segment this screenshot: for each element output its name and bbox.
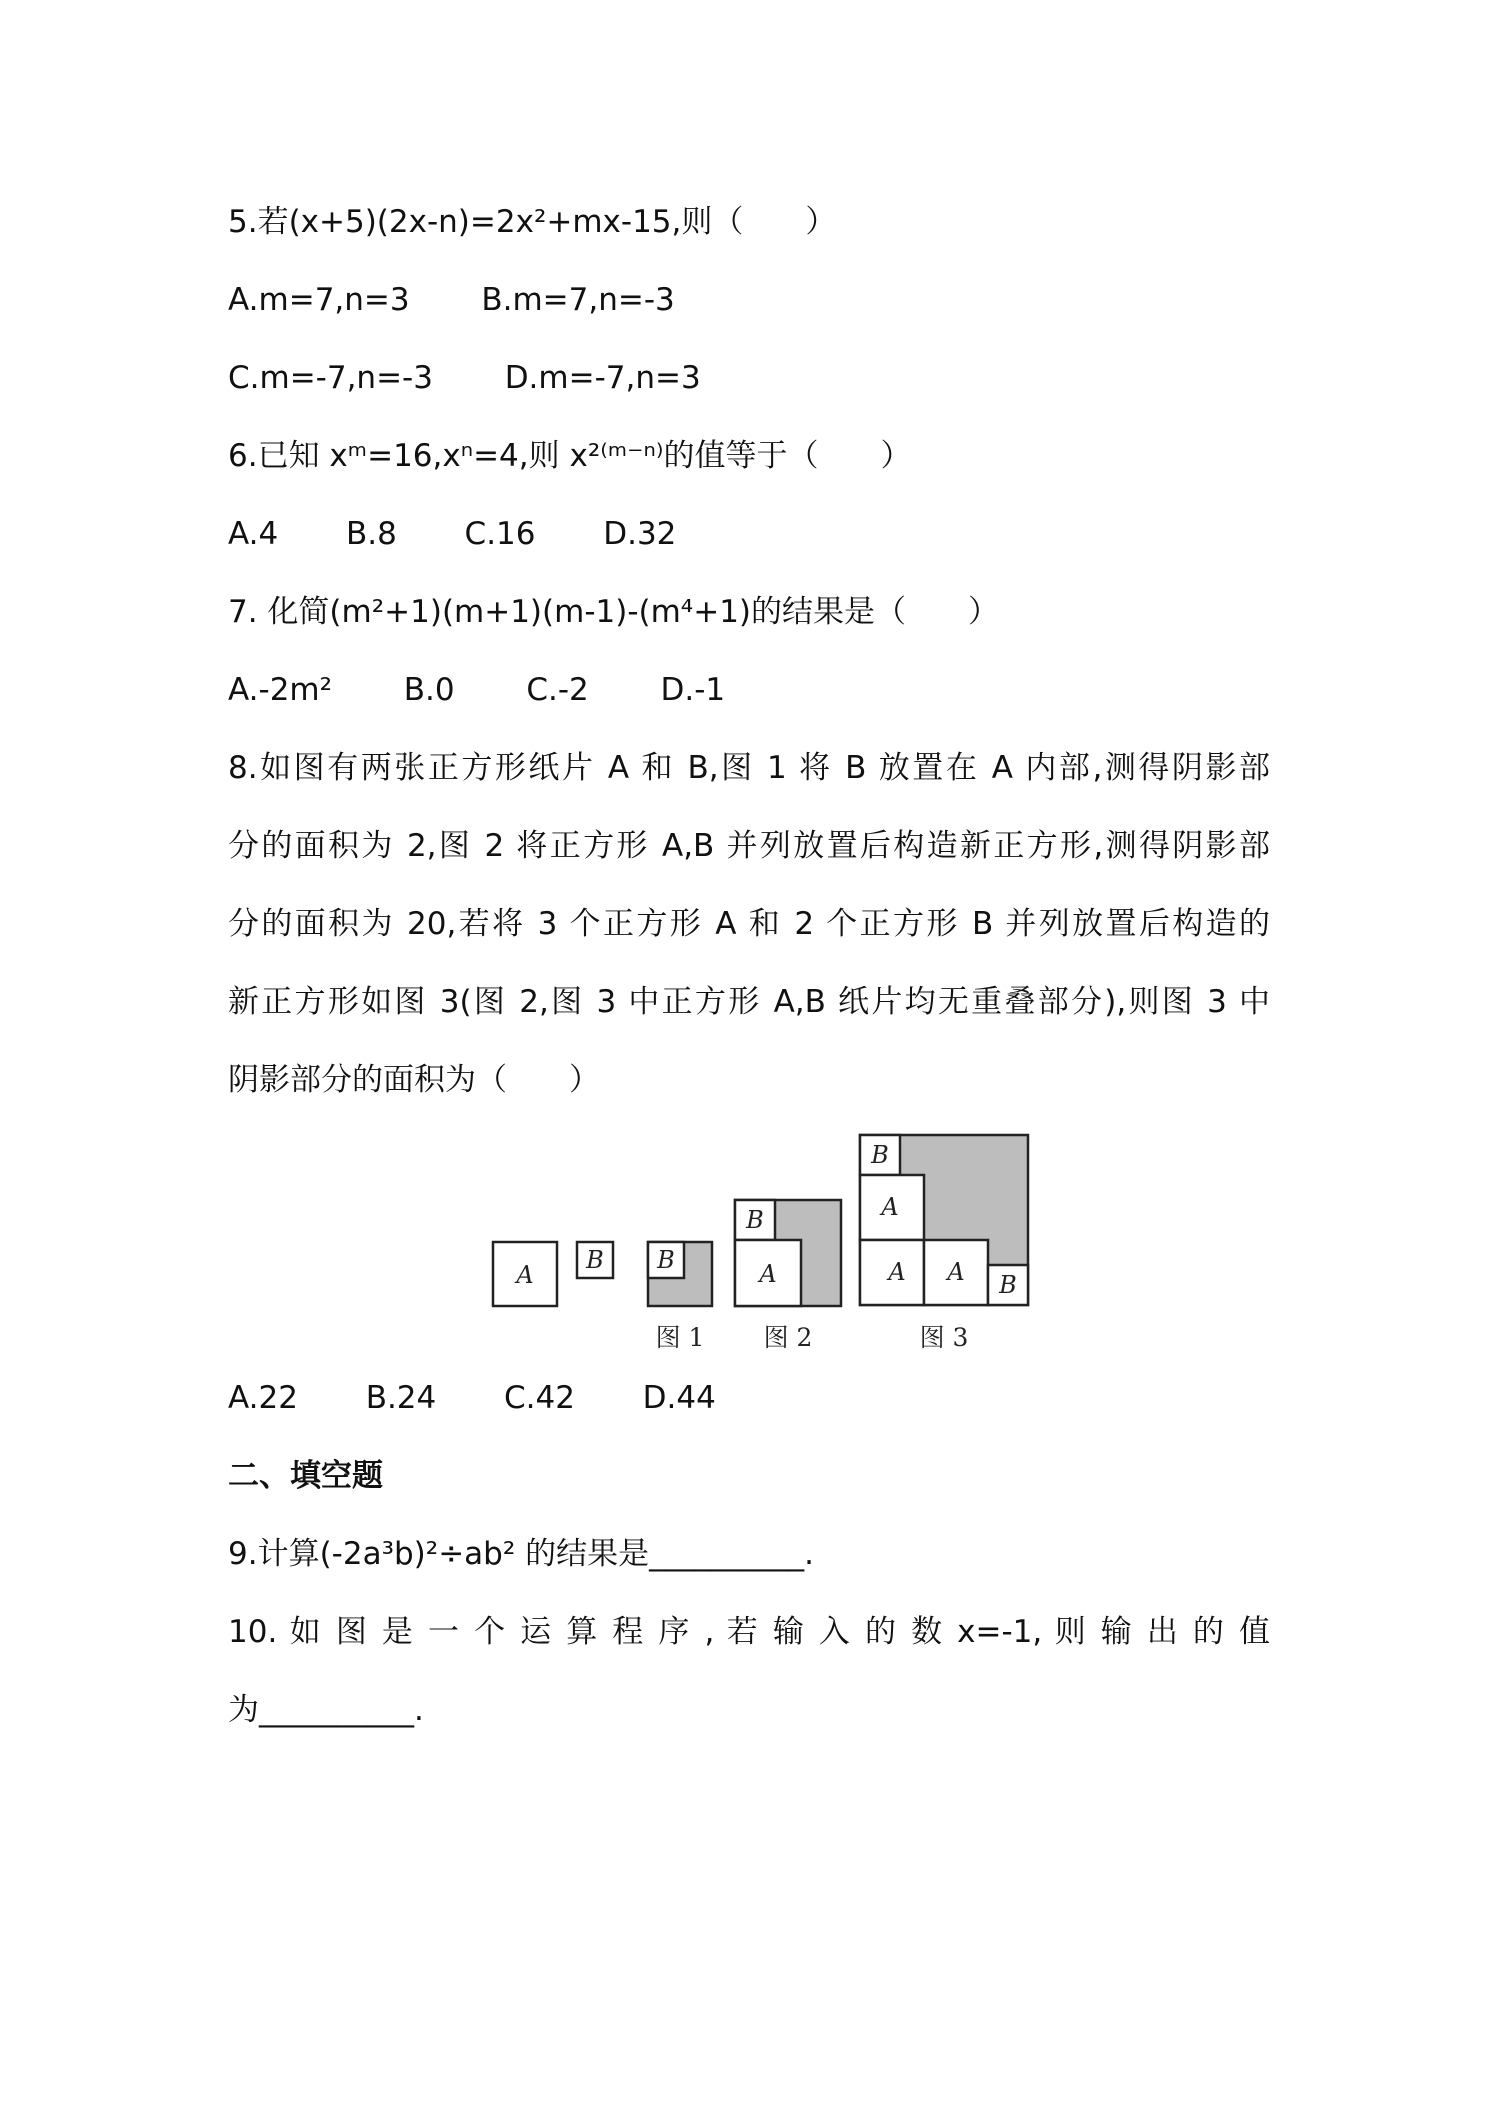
q8-options	[228, 1378, 716, 1418]
caption-fig2: 图 2	[763, 1323, 813, 1352]
q10-line-1: 10. 如 图 是 一 个 运 算 程 序 , 若 输 入 的 数 x=-1, 则 输 出 的 值	[228, 1614, 1270, 1650]
label-b-fig3-top: B	[871, 1141, 889, 1169]
q8-option-d: D.44	[642, 1380, 716, 1416]
q10-line-2: 为__________.	[228, 1692, 424, 1728]
q7-option-d: D.-1	[660, 672, 726, 708]
label-b-standalone: B	[586, 1246, 604, 1274]
q8-line-3: 分的面积为 20,若将 3 个正方形 A 和 2 个正方形 B 并列放置后构造的	[228, 906, 1270, 942]
q6-option-a: A.4	[228, 516, 279, 552]
label-a-standalone: A	[516, 1261, 534, 1289]
q8-option-a: A.22	[228, 1380, 298, 1416]
q7-option-b: B.0	[403, 672, 455, 708]
label-a-fig3-bottom1: A	[888, 1258, 906, 1286]
q8-line-4: 新正方形如图 3(图 2,图 3 中正方形 A,B 纸片均无重叠部分),则图 3 中	[228, 984, 1270, 1020]
q5-option-d: D.m=-7,n=3	[504, 360, 701, 396]
q7-option-a: A.-2m²	[228, 672, 333, 708]
q8-line-5: 阴影部分的面积为（ ）	[228, 1062, 600, 1098]
q7-option-c: C.-2	[526, 672, 589, 708]
label-a-fig2: A	[759, 1260, 777, 1288]
q8-line-1: 8.如图有两张正方形纸片 A 和 B,图 1 将 B 放置在 A 内部,测得阴影部	[228, 750, 1270, 786]
label-b-fig2: B	[746, 1206, 764, 1234]
label-a-fig3-mid: A	[881, 1193, 899, 1221]
q8-option-b: B.24	[365, 1380, 437, 1416]
q6-option-b: B.8	[345, 516, 397, 552]
q8-line-2: 分的面积为 2,图 2 将正方形 A,B 并列放置后构造新正方形,测得阴影部	[228, 828, 1270, 864]
q7-stem: 7. 化简(m²+1)(m+1)(m-1)-(m⁴+1)的结果是（ ）	[228, 594, 1000, 630]
q5-option-a: A.m=7,n=3	[228, 282, 410, 318]
q5-option-c: C.m=-7,n=-3	[228, 360, 433, 396]
q5-option-b: B.m=7,n=-3	[481, 282, 675, 318]
q6-option-d: D.32	[603, 516, 677, 552]
caption-fig3: 图 3	[919, 1323, 969, 1352]
section-heading-fill-blank: 二、填空题	[228, 1458, 383, 1494]
q6-stem: 6.已知 xᵐ=16,xⁿ=4,则 x²⁽ᵐ⁻ⁿ⁾的值等于（ ）	[228, 438, 912, 474]
label-b-fig1: B	[657, 1246, 675, 1274]
caption-fig1: 图 1	[655, 1323, 705, 1352]
q9-stem: 9.计算(-2a³b)²÷ab² 的结果是__________.	[228, 1536, 814, 1572]
q6-option-c: C.16	[464, 516, 536, 552]
q5-stem: 5.若(x+5)(2x-n)=2x²+mx-15,则（ ）	[228, 204, 837, 240]
label-b-fig3-bottom: B	[999, 1271, 1017, 1299]
label-a-fig3-bottom2: A	[947, 1258, 965, 1286]
q8-option-c: C.42	[503, 1380, 575, 1416]
